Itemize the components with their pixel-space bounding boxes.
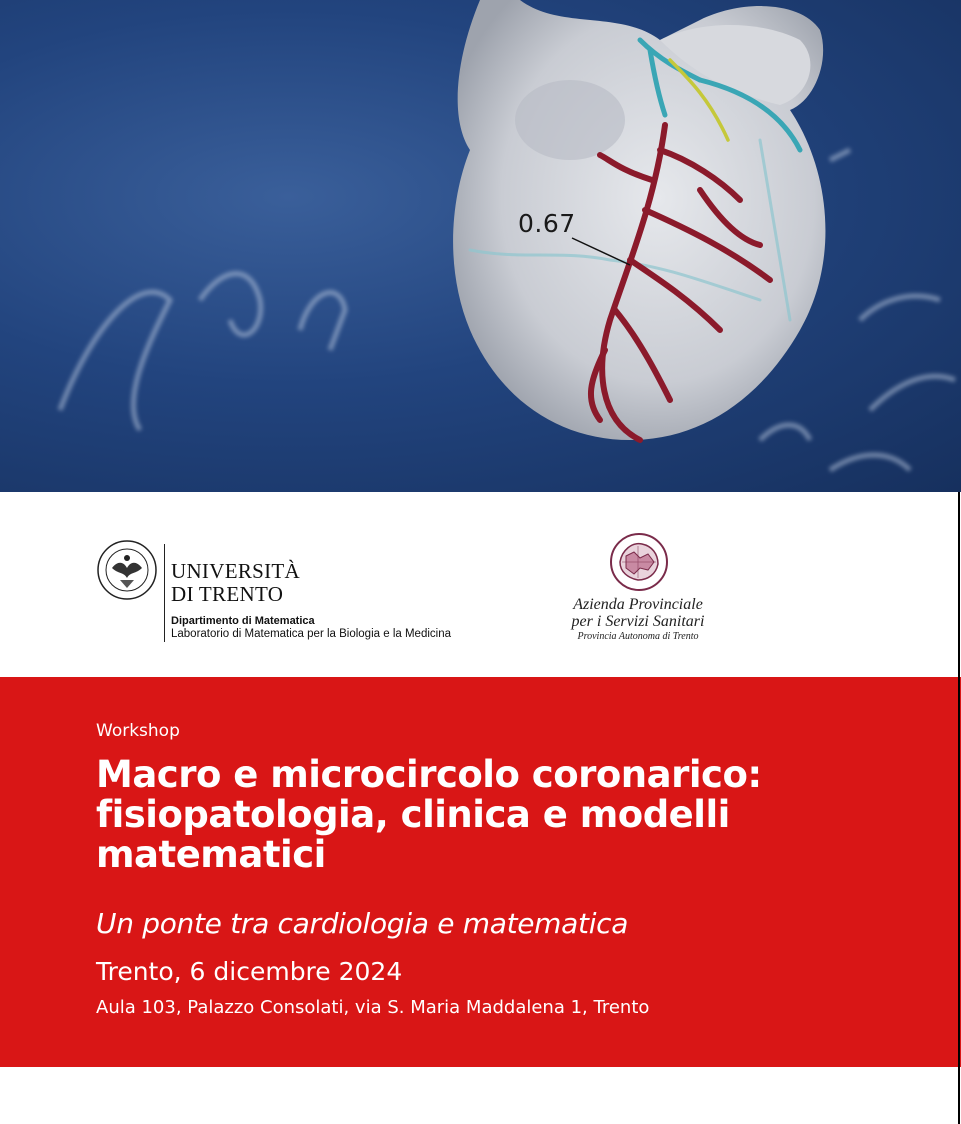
event-banner (0, 677, 961, 1067)
heart (453, 0, 825, 440)
event-kicker: Workshop (96, 721, 180, 741)
hero-image (0, 0, 961, 492)
health-agency-line3: Provincia Autonoma di Trento (577, 631, 699, 642)
logos-band (0, 492, 961, 677)
university-name-line2: DI TRENTO (171, 582, 284, 606)
logo-divider (164, 544, 165, 642)
measurement-label: 0.67 (518, 209, 576, 238)
university-name-line1: UNIVERSITÀ (171, 559, 300, 583)
page-edge-rule (958, 492, 960, 1124)
event-date: Trento, 6 dicembre 2024 (96, 957, 403, 986)
event-venue: Aula 103, Palazzo Consolati, via S. Maria Maddalena 1, Trento (96, 997, 650, 1018)
health-agency-line1: Azienda Provinciale (573, 596, 703, 613)
health-agency-emblem-icon (608, 532, 670, 592)
health-agency-logo (548, 532, 748, 652)
health-agency-line2: per i Servizi Sanitari (571, 613, 705, 630)
event-subtitle: Un ponte tra cardiologia e matematica (96, 907, 629, 940)
event-title: Macro e microcircolo coronarico: fisiopatologia, clinica e modelli matematici (96, 753, 762, 876)
university-seal-icon (96, 538, 158, 602)
heart-illustration (0, 0, 961, 492)
laboratory-name: Laboratorio di Matematica per la Biologia e la Medicina (171, 628, 451, 640)
university-logo (96, 538, 516, 648)
department-name: Dipartimento di Matematica (171, 615, 315, 627)
